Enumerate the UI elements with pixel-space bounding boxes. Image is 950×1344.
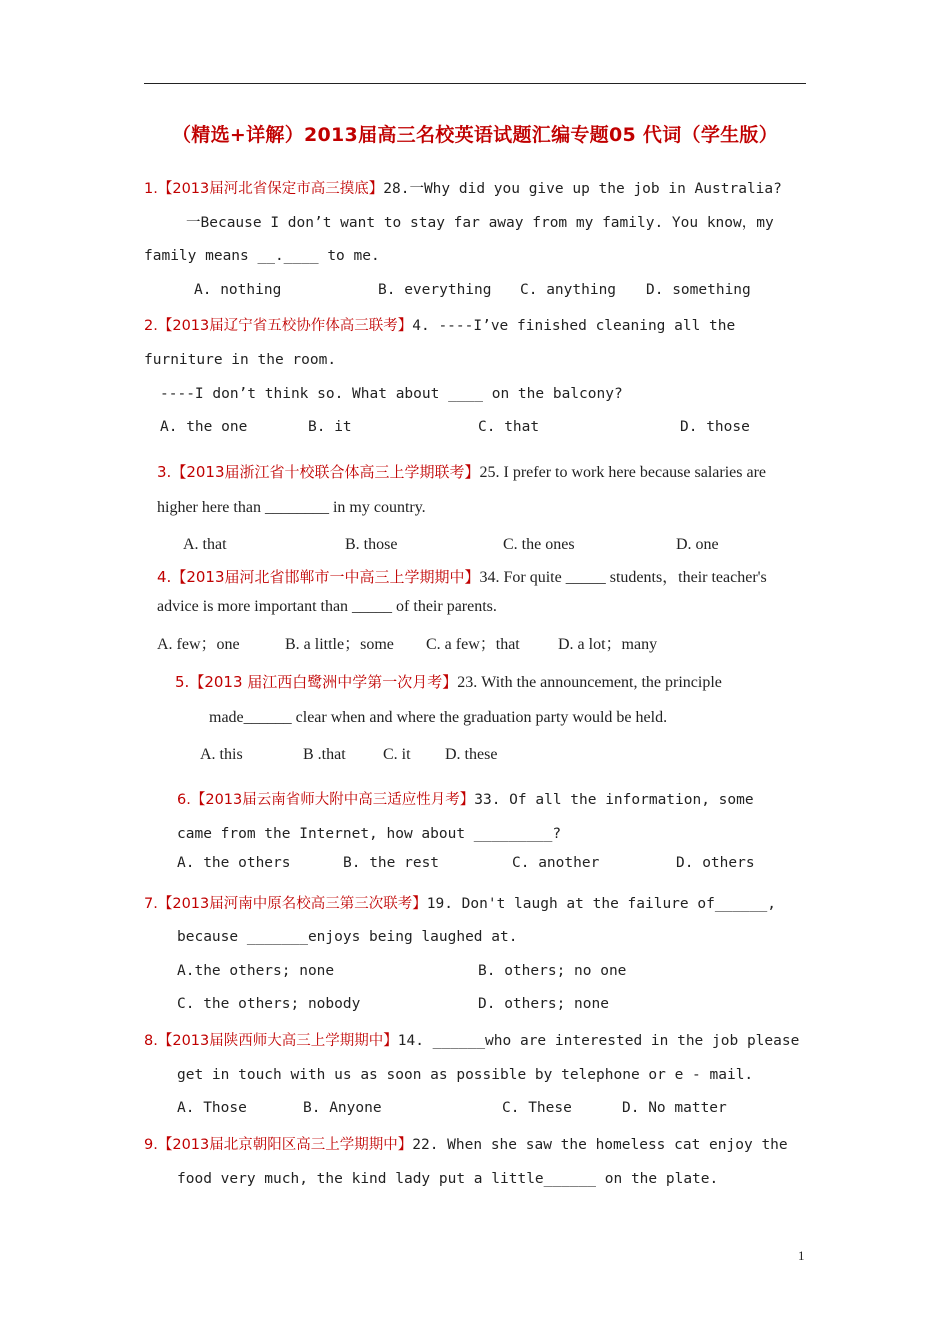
question-1-line-3: family means __.____ to me. bbox=[144, 248, 380, 264]
question-3-line-2: higher here than ________ in my country. bbox=[157, 499, 426, 516]
question-source: 【2013届辽宁省五校协作体高三联考】 bbox=[157, 318, 413, 334]
question-1-line-2: 一Because I don’t want to stay far away from my family. You know，my bbox=[186, 215, 774, 231]
question-source: 【2013 届江西白鹭洲中学第一次月考】 bbox=[189, 673, 458, 691]
question-2-line-2: furniture in the room. bbox=[144, 352, 337, 368]
question-number: 2. bbox=[144, 318, 158, 334]
option-d: D. something bbox=[646, 282, 751, 298]
option-d: D. one bbox=[676, 536, 719, 553]
option-b: B. it bbox=[308, 419, 352, 435]
option-c: C. another bbox=[512, 855, 600, 871]
question-number: 4. bbox=[157, 568, 172, 586]
option-d: D. these bbox=[445, 746, 498, 763]
question-number: 8. bbox=[144, 1033, 158, 1049]
question-source: 【2013届河南中原名校高三第三次联考】 bbox=[157, 896, 427, 912]
question-6-line-1 bbox=[177, 788, 754, 809]
header-rule bbox=[144, 83, 806, 84]
option-b: B. everything bbox=[378, 282, 492, 298]
question-9-line-1 bbox=[144, 1133, 788, 1154]
option-b: B .that bbox=[303, 746, 346, 763]
question-4-line-2: advice is more important than _____ of their parents. bbox=[157, 598, 497, 615]
option-c: C. the others; nobody bbox=[177, 996, 361, 1012]
question-8-line-1 bbox=[144, 1029, 799, 1050]
option-d: D. a lot；many bbox=[558, 636, 658, 653]
question-text: 33. Of all the information, some bbox=[474, 792, 754, 808]
question-text: 19. Don't laugh at the failure of______, bbox=[426, 896, 776, 912]
option-b: B. a little；some bbox=[285, 636, 394, 653]
option-a: A. that bbox=[183, 536, 227, 553]
option-a: A. few；one bbox=[157, 636, 240, 653]
question-text: 4. ----I’ve finished cleaning all the bbox=[412, 318, 736, 334]
option-a: A. the others bbox=[177, 855, 291, 871]
question-source: 【2013届北京朝阳区高三上学期期中】 bbox=[157, 1137, 413, 1153]
question-2-line-1 bbox=[144, 314, 735, 335]
question-text: 14. ______who are interested in the job please bbox=[397, 1033, 800, 1049]
question-4-line-1 bbox=[157, 564, 767, 587]
question-text: 34. For quite _____ students，their teacher's bbox=[479, 569, 767, 586]
question-9-line-2: food very much, the kind lady put a little______ on the plate. bbox=[177, 1171, 719, 1187]
question-number: 9. bbox=[144, 1137, 158, 1153]
option-a: A. nothing bbox=[194, 282, 282, 298]
question-3-line-1 bbox=[157, 461, 766, 482]
question-number: 5. bbox=[175, 673, 190, 691]
option-d: D. No matter bbox=[622, 1100, 727, 1116]
option-b: B. those bbox=[345, 536, 398, 553]
question-text: 28.一Why did you give up the job in Australia? bbox=[383, 181, 782, 197]
option-d: D. others; none bbox=[478, 996, 609, 1012]
option-c: C. These bbox=[502, 1100, 572, 1116]
option-b: B. others; no one bbox=[478, 963, 627, 979]
option-a: A. Those bbox=[177, 1100, 247, 1116]
option-c: C. it bbox=[383, 746, 411, 763]
question-number: 6. bbox=[177, 792, 191, 808]
question-source: 【2013届河北省保定市高三摸底】 bbox=[157, 181, 384, 197]
question-number: 7. bbox=[144, 896, 158, 912]
question-number: 1. bbox=[144, 181, 158, 197]
document-title: （精选+详解）2013届高三名校英语试题汇编专题05 代词（学生版） bbox=[171, 124, 779, 146]
option-d: D. others bbox=[676, 855, 755, 871]
page-number: 1 bbox=[798, 1248, 805, 1263]
question-source: 【2013届浙江省十校联合体高三上学期联考】 bbox=[171, 463, 480, 481]
question-6-line-2: came from the Internet, how about _________? bbox=[177, 826, 562, 842]
question-source: 【2013届云南省师大附中高三适应性月考】 bbox=[190, 792, 475, 808]
question-7-line-1 bbox=[144, 892, 776, 913]
question-text: 25. I prefer to work here because salaries are bbox=[479, 464, 767, 481]
option-d: D. those bbox=[680, 419, 750, 435]
option-c: C. the ones bbox=[503, 536, 575, 553]
question-7-line-2: because _______enjoys being laughed at. bbox=[177, 929, 518, 945]
question-5-line-2: made______ clear when and where the graduation party would be held. bbox=[209, 709, 668, 726]
option-c: C. that bbox=[478, 419, 540, 435]
question-2-line-3: ----I don’t think so. What about ____ on the balcony? bbox=[160, 386, 623, 402]
option-c: C. a few；that bbox=[426, 636, 520, 653]
option-b: B. Anyone bbox=[303, 1100, 382, 1116]
option-a: A.the others; none bbox=[177, 963, 335, 979]
question-source: 【2013届陕西师大高三上学期期中】 bbox=[157, 1033, 398, 1049]
question-5-line-1 bbox=[175, 671, 722, 692]
option-b: B. the rest bbox=[343, 855, 440, 871]
question-text: 23. With the announcement, the principle bbox=[457, 674, 722, 691]
question-1-line-1 bbox=[144, 177, 782, 198]
question-text: 22. When she saw the homeless cat enjoy the bbox=[412, 1137, 788, 1153]
question-source: 【2013届河北省邯郸市一中高三上学期期中】 bbox=[171, 568, 480, 586]
option-a: A. the one bbox=[160, 419, 248, 435]
question-number: 3. bbox=[157, 463, 172, 481]
option-a: A. this bbox=[200, 746, 243, 763]
question-8-line-2: get in touch with us as soon as possible by telephone or e - mail. bbox=[177, 1067, 754, 1083]
option-c: C. anything bbox=[520, 282, 617, 298]
